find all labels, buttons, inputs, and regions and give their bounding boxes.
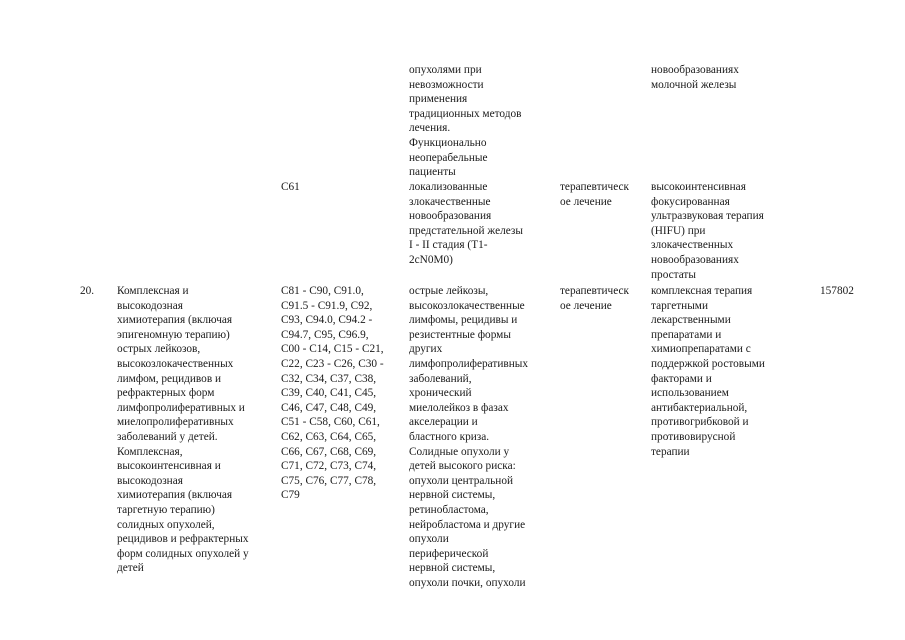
continued-method-cell: новообразованиях молочной железы <box>651 64 739 91</box>
continued-indications-cell: опухолями при невозможности применения традиционных методов лечения. Функционально неоперабельные пациенты <box>409 64 522 179</box>
row20-icd-codes-cell: C81 - C90, C91.0, C91.5 - C91.9, C92, C93, C94.0, C94.2 - C94.7, C95, C96.9, C00 - C14, C15 - C21, C22, C23 - C26, C30 - C32, C34, C37, C38, C39, C40, C41, C45, C46, C47, C48, C49, C51 - C58, C60, C61, C62, C63, C64, C65, C66, C67, C68, C69, C71, C72, C73, C74, C75, C76, C77, C78, C79 <box>281 285 384 502</box>
c61-treatment-type-cell: терапевтическ ое лечение <box>560 181 630 208</box>
row20-method-cell: комплексная терапия таргетными лекарственными препаратами и химиопрепаратами с поддержкой ростовыми факторами и использованием антибактериальной, противогрибковой и противовирусной терапии <box>651 285 765 458</box>
row20-number-cell: 20. <box>80 285 95 297</box>
row20-name-cell: Комплексная и высокодозная химиотерапия (включая эпигеномную терапию) острых лейкозов, высокозлокачественных лимфом, рецидивов и рефрактерных форм лимфопролиферативных и миелопролиферативных заболеваний у детей. Комплексная, высокоинтенсивная и высокодозная химиотерапия (включая таргетную терапию) солидных опухолей, рецидивов и рефрактерных форм солидных опухолей у детей <box>117 285 249 575</box>
c61-icd-codes-cell: C61 <box>281 181 300 193</box>
row20-indications-cell: острые лейкозы, высокозлокачественные лимфомы, рецидивы и резистентные формы других лимфопролиферативных заболеваний, хронический миелолейкоз в фазах акселерации и бластного криза. Солидные опухоли у детей высокого риска: опухоли центральной нервной системы, ретинобластома, нейробластома и другие опухоли периферической нервной системы, опухоли почки, опухоли <box>409 285 528 589</box>
row20-cost-cell: 157802 <box>820 285 854 297</box>
row20-treatment-type-cell: терапевтическ ое лечение <box>560 285 630 312</box>
c61-indications-cell: локализованные злокачественные новообразования предстательной железы I - II стадия (T1- 2cN0M0) <box>409 181 523 266</box>
c61-method-cell: высокоинтенсивная фокусированная ультразвуковая терапия (HIFU) при злокачественных новообразованиях простаты <box>651 181 764 281</box>
